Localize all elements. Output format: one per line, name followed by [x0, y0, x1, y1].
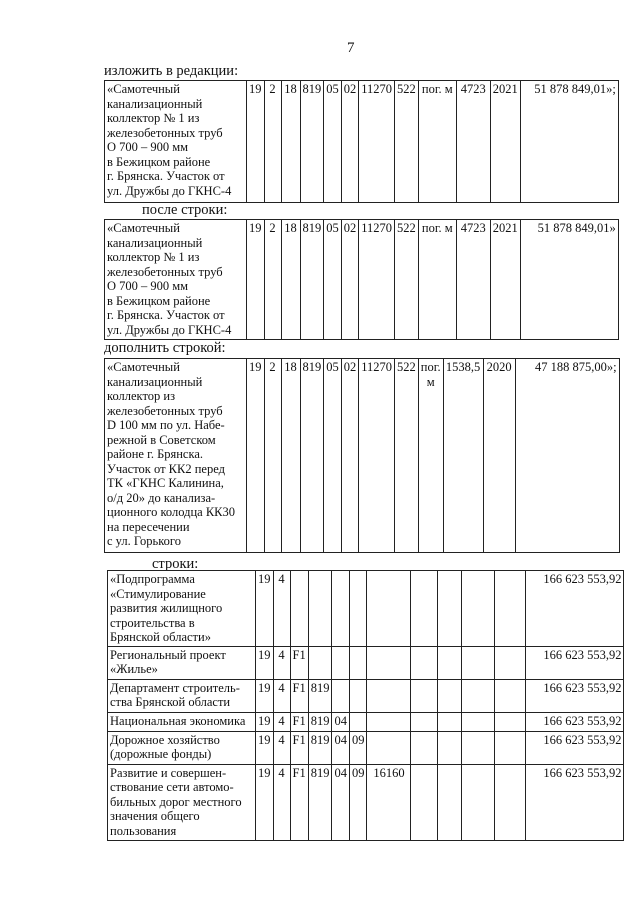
row-description: Региональный проект «Жилье»	[108, 646, 256, 679]
cell-empty	[462, 731, 495, 764]
cell-grbs: 819	[308, 679, 332, 712]
row-description: Национальная экономика	[108, 712, 256, 731]
cell-subprogram: 4	[273, 712, 290, 731]
cell-program: 19	[256, 764, 274, 840]
cell-direction: 18	[281, 81, 300, 203]
cell-empty	[495, 646, 526, 679]
cell-direction: 18	[281, 359, 300, 553]
cell-empty	[438, 731, 462, 764]
cell-subprogram: 2	[264, 81, 281, 203]
cell-empty	[411, 679, 438, 712]
cell-subsection: 02	[341, 81, 359, 203]
cell-empty	[438, 571, 462, 647]
cell-amount: 166 623 553,92	[526, 646, 624, 679]
cell-section: 04	[332, 764, 350, 840]
table-row	[108, 571, 624, 647]
cell-section: 05	[324, 359, 342, 553]
cell-subsection	[349, 712, 367, 731]
cell-amount: 166 623 553,92	[526, 764, 624, 840]
cell-empty	[462, 646, 495, 679]
cell-empty	[411, 646, 438, 679]
cell-direction: F1	[290, 764, 308, 840]
table-row	[108, 764, 624, 840]
cell-empty	[411, 571, 438, 647]
cell-capacity: 4723	[456, 81, 490, 203]
cell-empty	[438, 646, 462, 679]
cell-empty	[462, 571, 495, 647]
cell-amount: 166 623 553,92	[526, 712, 624, 731]
cell-subsection	[349, 679, 367, 712]
cell-subsection: 02	[341, 359, 359, 553]
cell-target-item: 11270	[359, 81, 395, 203]
cell-amount: 166 623 553,92	[526, 731, 624, 764]
cell-section: 04	[332, 712, 350, 731]
cell-grbs: 819	[300, 220, 324, 340]
cell-target-item: 11270	[359, 220, 395, 340]
cell-direction: F1	[290, 731, 308, 764]
cell-direction: F1	[290, 712, 308, 731]
cell-section: 05	[324, 81, 342, 203]
cell-unit: пог. м	[418, 220, 456, 340]
table-row	[108, 646, 624, 679]
section-heading-after: после строки:	[142, 202, 228, 218]
cell-empty	[462, 764, 495, 840]
cell-empty	[411, 764, 438, 840]
cell-empty	[495, 731, 526, 764]
cell-grbs: 819	[300, 81, 324, 203]
cell-program: 19	[256, 712, 274, 731]
cell-empty	[495, 679, 526, 712]
cell-section	[332, 679, 350, 712]
cell-empty	[438, 712, 462, 731]
cell-capacity: 4723	[456, 220, 490, 340]
cell-empty	[411, 712, 438, 731]
section-heading-replace: изложить в редакции:	[104, 63, 239, 79]
page-number: 7	[347, 40, 355, 56]
cell-program: 19	[247, 359, 265, 553]
cell-empty	[462, 679, 495, 712]
cell-target-item	[367, 712, 411, 731]
cell-program: 19	[256, 646, 274, 679]
cell-amount: 51 878 849,01»	[520, 220, 618, 340]
cell-amount: 47 188 875,00»;	[515, 359, 619, 553]
cell-amount: 51 878 849,01»;	[520, 81, 618, 203]
cell-grbs: 819	[300, 359, 324, 553]
row-description: «Подпрограмма «Стимулирование развития жилищного строительства в Брянской области»	[108, 571, 256, 647]
cell-amount: 166 623 553,92	[526, 679, 624, 712]
cell-subsection: 09	[349, 764, 367, 840]
cell-expense-type: 522	[395, 359, 419, 553]
cell-grbs: 819	[308, 764, 332, 840]
cell-empty	[495, 712, 526, 731]
table-row	[108, 679, 624, 712]
table-row	[105, 81, 619, 203]
cell-unit: пог. м	[418, 81, 456, 203]
cell-unit: пог. м	[418, 359, 443, 553]
cell-empty	[462, 712, 495, 731]
cell-section: 04	[332, 731, 350, 764]
cell-direction: F1	[290, 679, 308, 712]
object-description: «Самотечный канализационный коллектор № 1 из железобетонных труб О 700 – 900 мм в Бежицком районе г. Брянска. Участок от ул. Дружбы до ГКНС-4	[105, 81, 247, 203]
cell-subsection	[349, 646, 367, 679]
cell-expense-type: 522	[395, 81, 419, 203]
cell-grbs	[308, 571, 332, 647]
cell-target-item	[367, 646, 411, 679]
cell-direction: F1	[290, 646, 308, 679]
table-row	[105, 220, 619, 340]
add-row-table	[104, 358, 620, 553]
row-description: Развитие и совершен- ствование сети автомо- бильных дорог местного значения общего пользования	[108, 764, 256, 840]
object-description: «Самотечный канализационный коллектор из железобетонных труб D 100 мм по ул. Набе- режной в Советском районе г. Брянска. Участок от КК2 перед ТК «ГКНС Калинина, о/д 20» до канализа- ционного колодца КК30 на пересечении с ул. Горького	[105, 359, 247, 553]
cell-subsection: 02	[341, 220, 359, 340]
cell-empty	[438, 764, 462, 840]
row-description: Дорожное хозяйство (дорожные фонды)	[108, 731, 256, 764]
cell-target-item: 16160	[367, 764, 411, 840]
cell-year: 2020	[483, 359, 515, 553]
cell-empty	[438, 679, 462, 712]
cell-direction	[290, 571, 308, 647]
cell-subprogram: 2	[264, 220, 281, 340]
cell-grbs: 819	[308, 731, 332, 764]
row-description: Департамент строитель- ства Брянской области	[108, 679, 256, 712]
cell-subprogram: 4	[273, 731, 290, 764]
section-heading-rows: строки:	[152, 556, 199, 572]
table-row	[108, 731, 624, 764]
cell-subprogram: 4	[273, 571, 290, 647]
cell-subprogram: 4	[273, 646, 290, 679]
cell-year: 2021	[490, 220, 520, 340]
cell-expense-type: 522	[395, 220, 419, 340]
cell-section: 05	[324, 220, 342, 340]
cell-subsection	[349, 571, 367, 647]
table-row	[105, 359, 620, 553]
cell-target-item	[367, 731, 411, 764]
cell-capacity: 1538,5	[443, 359, 483, 553]
rows-table	[107, 570, 624, 841]
cell-target-item: 11270	[359, 359, 395, 553]
cell-grbs: 819	[308, 712, 332, 731]
cell-subprogram: 4	[273, 679, 290, 712]
table-row	[108, 712, 624, 731]
cell-empty	[495, 571, 526, 647]
cell-program: 19	[256, 571, 274, 647]
cell-direction: 18	[281, 220, 300, 340]
cell-program: 19	[247, 220, 265, 340]
object-description: «Самотечный канализационный коллектор № 1 из железобетонных труб О 700 – 900 мм в Бежицком районе г. Брянска. Участок от ул. Дружбы до ГКНС-4	[105, 220, 247, 340]
cell-amount: 166 623 553,92	[526, 571, 624, 647]
section-heading-add: дополнить строкой:	[104, 340, 226, 356]
replace-row-table	[104, 80, 619, 203]
cell-section	[332, 646, 350, 679]
cell-target-item	[367, 679, 411, 712]
cell-subprogram: 2	[264, 359, 281, 553]
cell-program: 19	[256, 731, 274, 764]
cell-subsection: 09	[349, 731, 367, 764]
cell-program: 19	[247, 81, 265, 203]
cell-empty	[495, 764, 526, 840]
after-row-table	[104, 219, 619, 340]
cell-subprogram: 4	[273, 764, 290, 840]
cell-section	[332, 571, 350, 647]
cell-grbs	[308, 646, 332, 679]
cell-empty	[411, 731, 438, 764]
cell-program: 19	[256, 679, 274, 712]
cell-year: 2021	[490, 81, 520, 203]
cell-target-item	[367, 571, 411, 647]
